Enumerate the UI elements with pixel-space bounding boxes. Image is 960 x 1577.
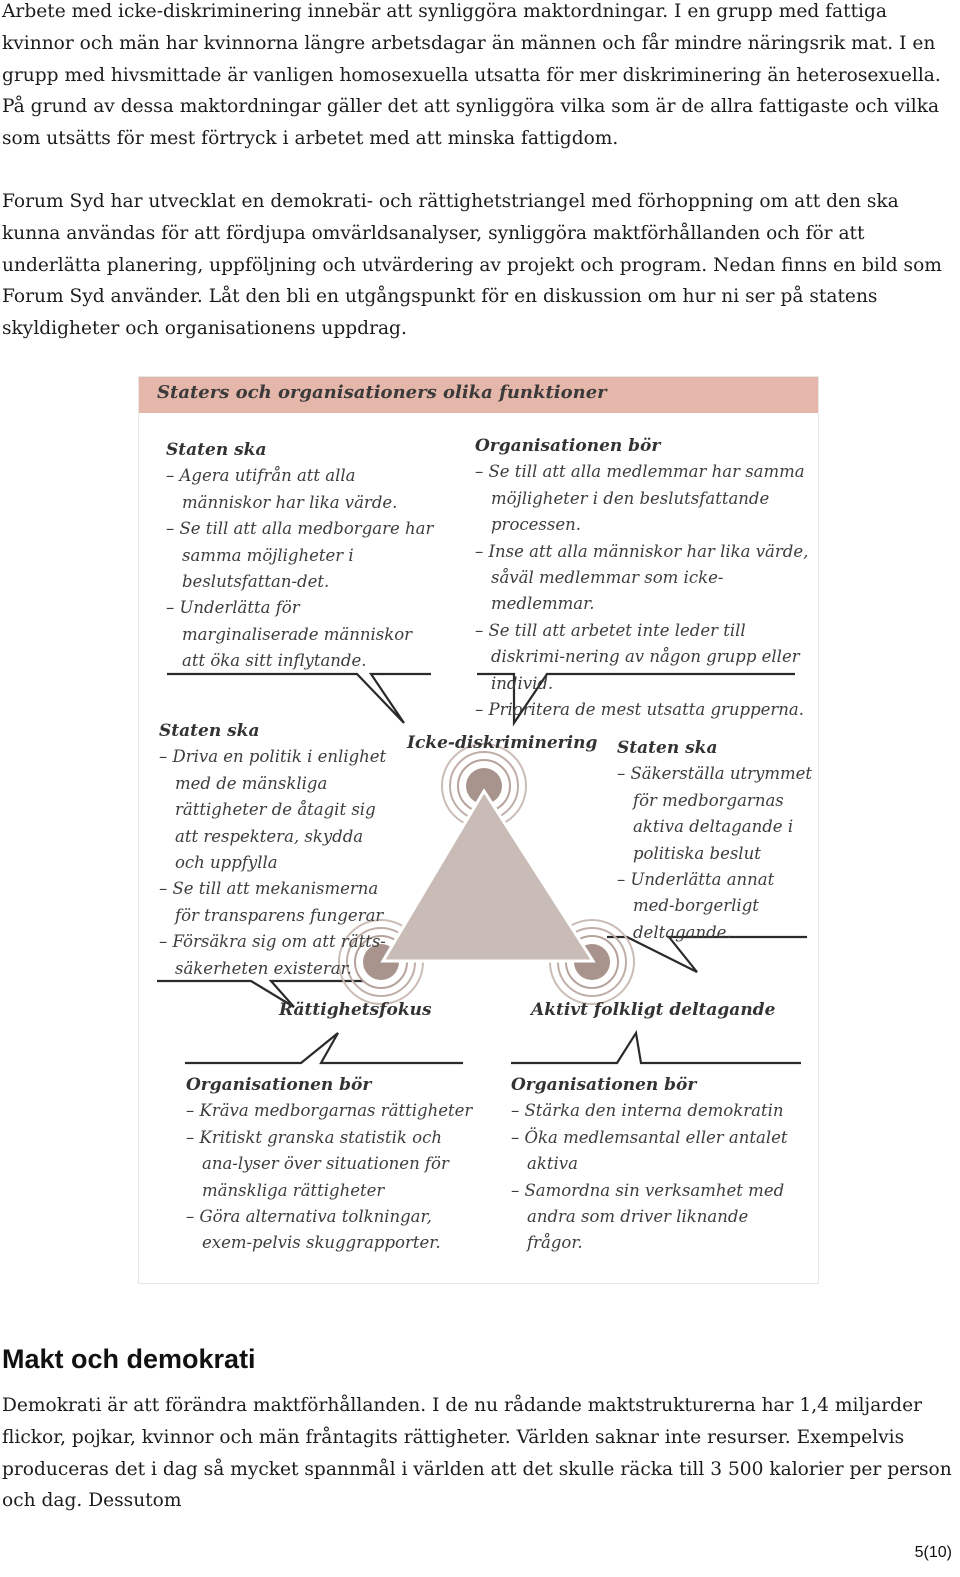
- label-aktivt-folkligt-deltagande: Aktivt folkligt deltagande: [531, 1000, 776, 1020]
- block-item: – Se till att alla medborgare har samma möjligheter i beslutsfattan-det.: [166, 519, 434, 592]
- pointer-bottom-left: [185, 1033, 463, 1063]
- block-item: – Se till att alla medlemmar har samma möjligheter i den beslutsfattande processen.: [475, 462, 805, 535]
- rights-triangle-figure: [138, 376, 819, 1284]
- pointer-bottom-right: [511, 1033, 801, 1063]
- block-item: – Samordna sin verksamhet med andra som driver liknande frågor.: [511, 1180, 785, 1253]
- label-icke-diskriminering: Icke-diskriminering: [407, 733, 598, 753]
- block-heading: Organisationen bör: [475, 436, 661, 456]
- pointer-top-left: [167, 674, 431, 723]
- block-top-right: [475, 433, 810, 723]
- block-heading: Organisationen bör: [186, 1075, 372, 1095]
- block-heading: Staten ska: [617, 738, 718, 758]
- block-heading: Staten ska: [166, 440, 267, 460]
- block-item: – Stärka den interna demokratin: [511, 1101, 784, 1121]
- block-item: – Försäkra sig om att rätts-säkerheten existerar.: [159, 932, 386, 978]
- page-number: 5(10): [914, 1544, 952, 1561]
- block-item: – Agera utifrån att alla människor har lika värde.: [166, 466, 398, 512]
- label-rattighetsfokus: Rättighetsfokus: [279, 1000, 432, 1020]
- block-item: – Underlätta för marginaliserade människor att öka sitt inflytande.: [166, 598, 413, 671]
- block-item: – Se till att arbetet inte leder till diskrimi-nering av någon grupp eller individ.: [475, 620, 800, 693]
- block-item: – Driva en politik i enlighet med de mänskliga rättigheter de åtagit sig att respektera, skydda och uppfylla: [159, 747, 387, 873]
- block-bottom-left: [186, 1072, 476, 1257]
- block-top-left: [166, 437, 436, 675]
- block-item: – Inse att alla människor har lika värde, såväl medlemmar som icke-medlemmar.: [475, 541, 809, 614]
- block-heading: Organisationen bör: [511, 1075, 697, 1095]
- block-item: – Säkerställa utrymmet för medborgarnas aktiva deltagande i politiska beslut: [617, 764, 813, 863]
- block-item: – Underlätta annat med-borgerligt deltagande.: [617, 870, 775, 942]
- block-item: – Göra alternativa tolkningar, exem-pelvis skuggrapporter.: [186, 1207, 441, 1253]
- democracy-paragraph: Demokrati är att förändra maktförhållanden. I de nu rådande maktstrukturerna har 1,4 miljarder flickor, pojkar, kvinnor och män fråntagits rättigheter. Världen saknar inte resurser. Exempelvis produceras det i dag så mycket spannmål i världen att det skulle räcka till 3 500 kalorier per person och dag. Dessutom: [2, 1395, 952, 1512]
- block-mid-right: [617, 735, 817, 946]
- figure-title: Staters och organisationers olika funktioner: [157, 382, 607, 403]
- section-heading: Makt och demokrati: [2, 1344, 256, 1374]
- block-mid-left: [159, 718, 391, 982]
- block-item: – Kritiskt granska statistik och ana-lyser över situationen för mänskliga rättigheter: [186, 1127, 449, 1200]
- forum-syd-paragraph: Forum Syd har utvecklat en demokrati- och rättighetstriangel med förhoppning om att den ska kunna användas för att fördjupa omvärldsanalyser, synliggöra maktförhållanden och för att underlätta planering, uppföljning och utvärdering av projekt och program. Nedan finns en bild som Forum Syd använder. Låt den bli en utgångspunkt för en diskussion om hur ni ser på statens skyldigheter och organisationens uppdrag.: [2, 191, 942, 340]
- intro-paragraph: Arbete med icke-diskriminering innebär att synliggöra maktordningar. I en grupp med fattiga kvinnor och män har kvinnorna längre arbetsdagar än männen och får mindre näringsrik mat. I en grupp med hivsmittade är vanligen homosexuella utsatta för mer diskriminering än heterosexuella. På grund av dessa maktordningar gäller det att synliggöra vilka som är de allra fattigaste och vilka som utsätts för mest förtryck i arbetet med att minska fattigdom.: [2, 1, 941, 150]
- block-item: – Öka medlemsantal eller antalet aktiva: [511, 1127, 788, 1174]
- block-item: – Kräva medborgarnas rättigheter: [186, 1101, 473, 1121]
- block-heading: Staten ska: [159, 721, 260, 741]
- block-item: – Se till att mekanismerna för transparens fungerar: [159, 879, 384, 925]
- triangle: [383, 791, 593, 961]
- block-item: – Prioritera de mest utsatta grupperna.: [475, 700, 805, 720]
- block-bottom-right: [511, 1072, 801, 1257]
